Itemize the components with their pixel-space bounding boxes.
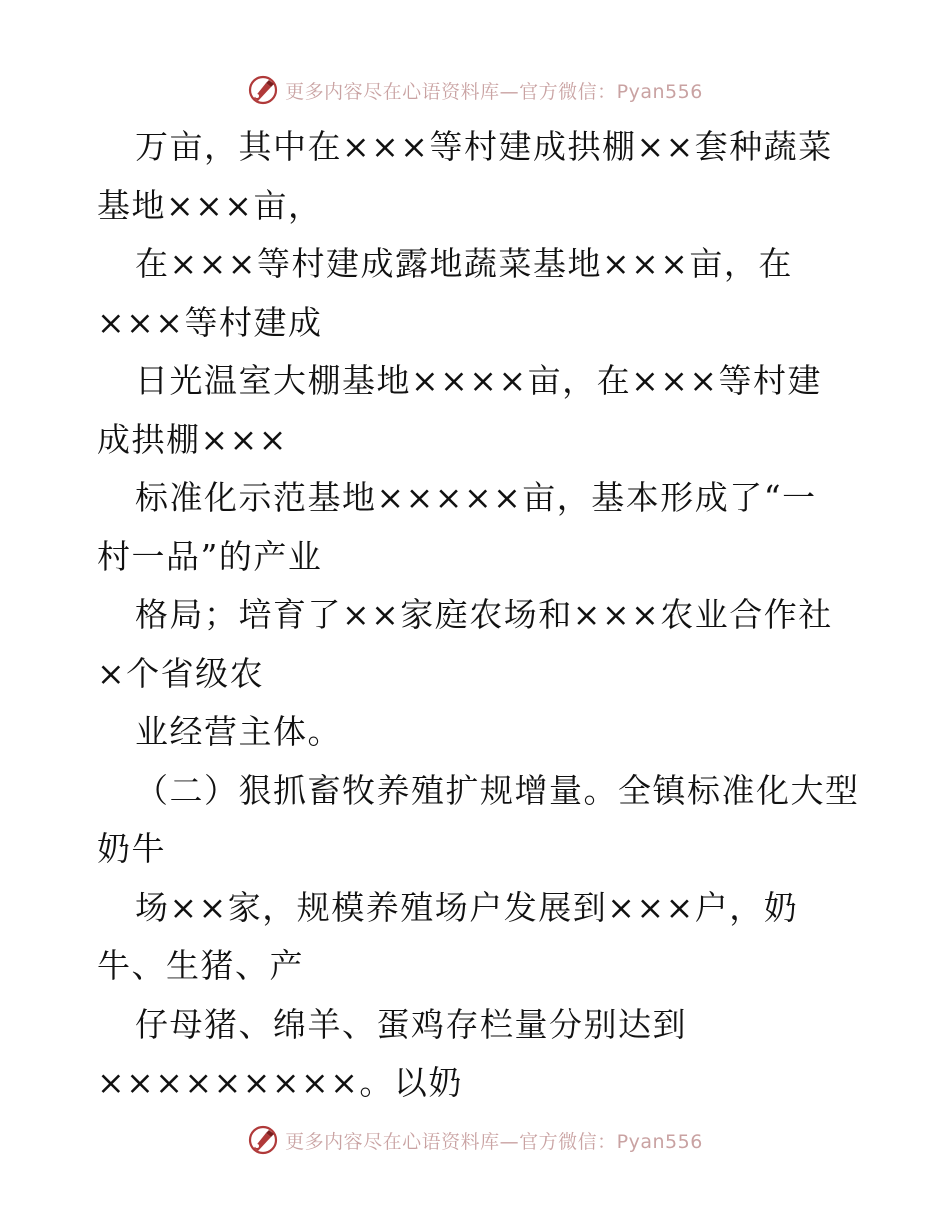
body-line: 标准化示范基地×××××亩，基本形成了“一 <box>135 478 817 517</box>
body-line: 仔母猪、绵羊、蛋鸡存栏量分别达到 <box>135 1004 687 1044</box>
body-line: 牛、生猪、产 <box>97 946 304 985</box>
document-body <box>97 118 860 1113</box>
pen-logo-icon <box>247 1124 279 1156</box>
body-line: 万亩，其中在×××等村建成拱棚××套种蔬菜 <box>135 127 833 166</box>
body-line: 日光温室大棚基地××××亩，在×××等村建 <box>135 361 823 400</box>
body-line: 在×××等村建成露地蔬菜基地×××亩，在 <box>135 244 793 283</box>
body-line: 奶牛 <box>97 829 166 868</box>
watermark-text: 更多内容尽在心语资料库—官方微信：Pyan556 <box>285 1130 703 1153</box>
pen-logo-icon <box>247 74 279 106</box>
header-watermark <box>0 70 950 110</box>
body-line: （二）狠抓畜牧养殖扩规增量。全镇标准化大型 <box>135 770 860 810</box>
body-line: 基地×××亩， <box>97 185 323 225</box>
body-line: ×××××××××。以奶 <box>97 1063 463 1102</box>
body-line: ×××等村建成 <box>97 302 323 342</box>
footer-watermark <box>0 1120 950 1160</box>
body-line: 成拱棚××× <box>97 419 288 459</box>
body-line: 格局；培育了××家庭农场和×××农业合作社 <box>135 595 833 634</box>
body-line: 业经营主体。 <box>135 712 342 751</box>
body-line: 村一品”的产业 <box>97 536 323 576</box>
body-line: ×个省级农 <box>97 653 265 693</box>
body-line: 场××家，规模养殖场户发展到×××户，奶 <box>135 887 799 927</box>
watermark-text: 更多内容尽在心语资料库—官方微信：Pyan556 <box>285 80 703 103</box>
